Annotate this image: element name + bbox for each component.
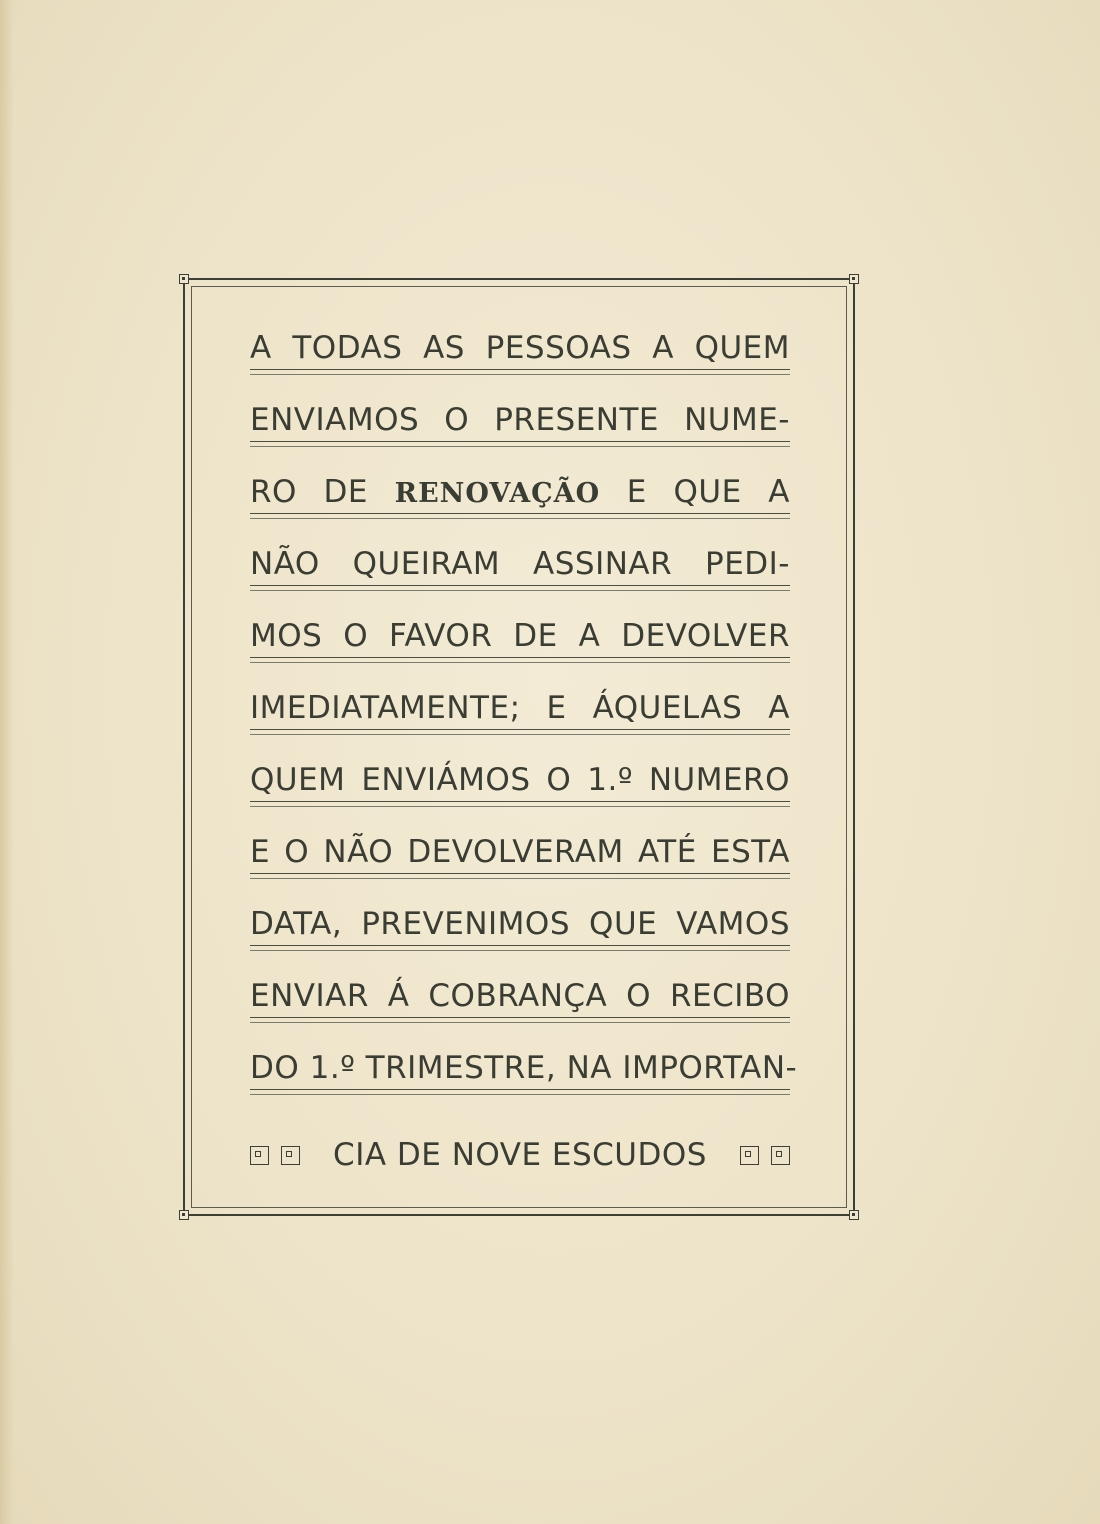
notice-final-line	[250, 1118, 790, 1190]
notice-line: IMEDIATAMENTE; E ÁQUELAS A	[250, 686, 790, 758]
ornament-group-left	[250, 1146, 300, 1165]
notice-line	[250, 470, 790, 542]
notice-line: DO 1.º TRIMESTRE, NA IMPORTAN-	[250, 1046, 790, 1118]
corner-ornament	[849, 274, 859, 284]
page-edge	[0, 0, 14, 1524]
notice-line-suffix: E QUE A	[626, 474, 790, 510]
notice-line: ENVIAR Á COBRANÇA O RECIBO	[250, 974, 790, 1046]
ornament-group-right	[740, 1146, 790, 1165]
notice-line: DATA, PREVENIMOS QUE VAMOS	[250, 902, 790, 974]
notice-line: MOS O FAVOR DE A DEVOLVER	[250, 614, 790, 686]
corner-ornament	[179, 1210, 189, 1220]
notice-closing-text: CIA DE NOVE ESCUDOS	[333, 1137, 707, 1173]
notice-line: A TODAS AS PESSOAS A QUEM	[250, 326, 790, 398]
square-ornament-icon	[740, 1146, 759, 1165]
corner-ornament	[179, 274, 189, 284]
square-ornament-icon	[250, 1146, 269, 1165]
renovacao-title: RENOVAÇÃO	[394, 478, 601, 509]
notice-line: QUEM ENVIÁMOS O 1.º NUMERO	[250, 758, 790, 830]
notice-text	[250, 326, 798, 1190]
corner-ornament	[849, 1210, 859, 1220]
square-ornament-icon	[281, 1146, 300, 1165]
notice-line-prefix: RO DE	[250, 474, 369, 510]
square-ornament-icon	[771, 1146, 790, 1165]
notice-line: NÃO QUEIRAM ASSINAR PEDI-	[250, 542, 790, 614]
notice-line: ENVIAMOS O PRESENTE NUME-	[250, 398, 790, 470]
notice-line: E O NÃO DEVOLVERAM ATÉ ESTA	[250, 830, 790, 902]
